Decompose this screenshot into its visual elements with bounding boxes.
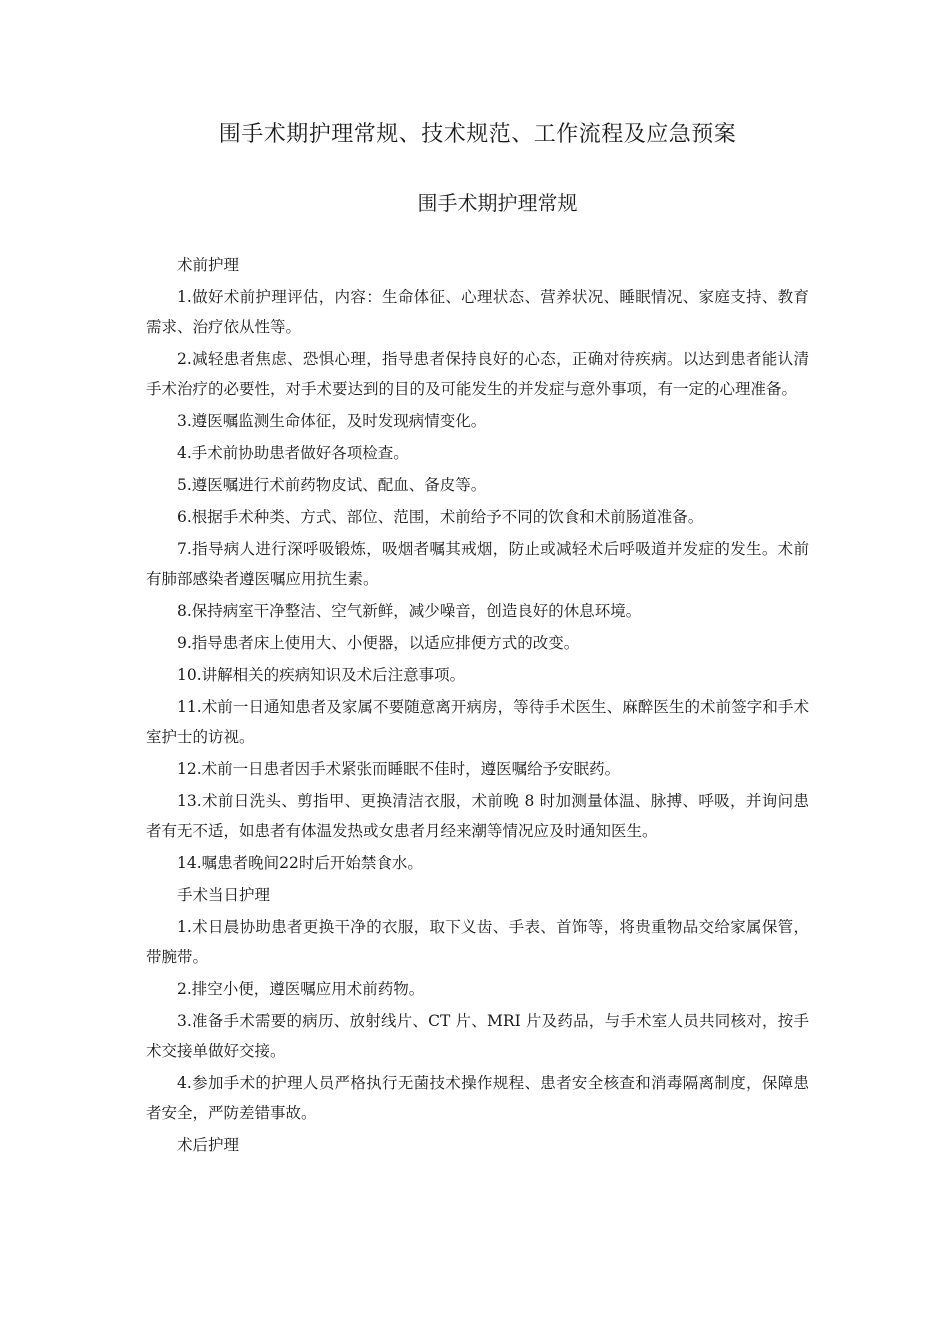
- surgery-day-item: 4.参加手术的护理人员严格执行无菌技术操作规程、患者安全核查和消毒隔离制度，保障患者安全，严防差错事故。: [146, 1074, 809, 1122]
- surgery-day-item: 3.准备手术需要的病历、放射线片、CT 片、MRI 片及药品，与手术室人员共同核对，按手术交接单做好交接。: [146, 1012, 809, 1060]
- document-title: 围手术期护理常规、技术规范、工作流程及应急预案: [218, 122, 737, 147]
- preop-item: 5.遵医嘱进行术前药物皮试、配血、备皮等。: [177, 476, 487, 494]
- document-body: [146, 250, 809, 1160]
- section-title: 围手术期护理常规: [417, 191, 578, 215]
- preop-item: 2.减轻患者焦虑、恐惧心理，指导患者保持良好的心态，正确对待疾病。以达到患者能认清手术治疗的必要性，对手术要达到的目的及可能发生的并发症与意外事项，有一定的心理准备。: [146, 350, 809, 398]
- surgery-day-item: 2.排空小便，遵医嘱应用术前药物。: [177, 980, 425, 998]
- preop-item: 3.遵医嘱监测生命体征，及时发现病情变化。: [177, 412, 487, 430]
- preop-item: 14.嘱患者晚间22时后开始禁食水。: [177, 854, 423, 872]
- preop-item: 4.手术前协助患者做好各项检查。: [177, 444, 409, 462]
- preop-item: 6.根据手术种类、方式、部位、范围，术前给予不同的饮食和术前肠道准备。: [177, 508, 704, 526]
- surgery-day-heading: 手术当日护理: [177, 886, 271, 904]
- document-page: [146, 118, 809, 1162]
- preop-item: 8.保持病室干净整洁、空气新鲜，减少噪音，创造良好的休息环境。: [177, 602, 642, 620]
- preop-item: 7.指导病人进行深呼吸锻炼，吸烟者嘱其戒烟，防止或减轻术后呼吸道并发症的发生。术前有肺部感染者遵医嘱应用抗生素。: [146, 540, 809, 588]
- preop-item: 9.指导患者床上使用大、小便器，以适应排便方式的改变。: [177, 634, 580, 652]
- preop-heading: 术前护理: [177, 256, 240, 274]
- preop-item: 10.讲解相关的疾病知识及术后注意事项。: [177, 666, 466, 684]
- preop-item: 13.术前日洗头、剪指甲、更换清洁衣服，术前晚 8 时加测量体温、脉搏、呼吸，并询问患者有无不适，如患者有体温发热或女患者月经来潮等情况应及时通知医生。: [146, 792, 809, 840]
- preop-item: 12.术前一日患者因手术紧张而睡眠不佳时，遵医嘱给予安眠药。: [177, 760, 621, 778]
- preop-item: 11.术前一日通知患者及家属不要随意离开病房，等待手术医生、麻醉医生的术前签字和手术室护士的访视。: [146, 698, 809, 746]
- preop-item: 1.做好术前护理评估，内容：生命体征、心理状态、营养状况、睡眠情况、家庭支持、教育需求、治疗依从性等。: [146, 288, 809, 336]
- surgery-day-item: 1.术日晨协助患者更换干净的衣服，取下义齿、手表、首饰等，将贵重物品交给家属保管，带腕带。: [146, 918, 809, 966]
- postop-heading: 术后护理: [177, 1136, 240, 1154]
